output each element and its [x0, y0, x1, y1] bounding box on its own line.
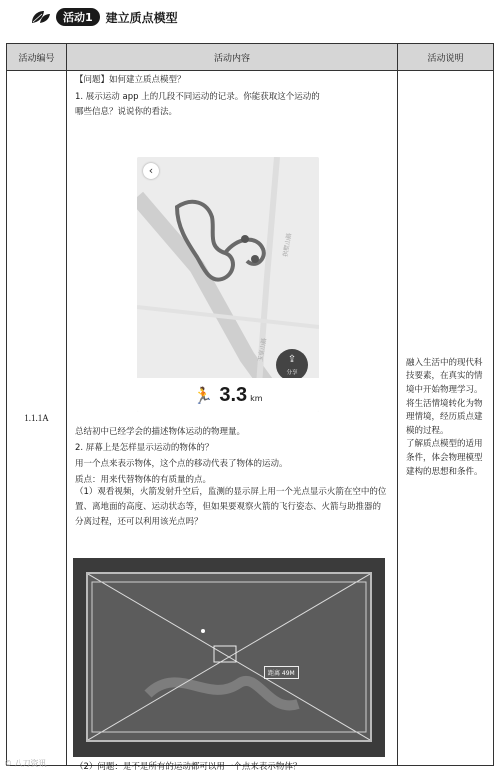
activity-header: [30, 8, 178, 26]
leaf-icon: [30, 9, 52, 25]
activity-title: 建立质点模型: [105, 10, 178, 25]
distance-stat: [137, 378, 319, 412]
road-label-2: 玉皇山路: [257, 337, 269, 363]
share-label: 分享: [286, 370, 298, 376]
col-header-content: 活动内容: [67, 44, 398, 71]
particle-definition: 质点：用来代替物体的有质量的点。: [75, 475, 212, 485]
task-2-line: 2. 屏幕上是怎样显示运动的物体的？: [75, 443, 214, 453]
road-label-1: 拱墅山路: [282, 232, 294, 258]
activity-content: [67, 71, 398, 772]
activity-badge: 活动1: [56, 8, 100, 26]
final-question: （2）问题：是不是所有的运动都可以用一个点来表示物体？: [75, 762, 302, 772]
activity-note: [398, 71, 494, 766]
col-header-note: 活动说明: [398, 44, 494, 71]
activity-table: [6, 43, 494, 772]
col-header-id: 活动编号: [7, 44, 67, 71]
monitor-screen: [86, 572, 372, 742]
summary-line: 总结初中已经学会的描述物体运动的物理量。: [75, 427, 246, 437]
back-button[interactable]: ‹: [143, 163, 159, 179]
note-3: 了解质点模型的适用条件，体会物理模型建构的思想和条件。: [406, 439, 483, 477]
task-line-2: 哪些信息？说说你的看法。: [75, 107, 178, 117]
share-icon: ⇪: [287, 354, 297, 365]
monitor-graphic: [88, 574, 370, 740]
note-2: 将生活情境转化为物理情境，经历质点建模的过程。: [406, 398, 483, 436]
watermark: © 八刀资讯: [4, 759, 47, 768]
question-line: 【问题】如何建立质点模型？: [75, 75, 186, 85]
rocket-monitor-image: [73, 558, 385, 757]
share-button[interactable]: [276, 349, 308, 381]
running-app-map: [137, 157, 319, 412]
note-1: 融入生活中的现代科技要素，在真实的情境中开始物理学习。: [406, 357, 483, 396]
distance-unit: km: [250, 394, 263, 403]
point-explain-line: 用一个点来表示物体，这个点的移动代表了物体的运动。: [75, 459, 288, 469]
distance-value: 3.3: [219, 383, 248, 406]
runner-icon: 🏃: [193, 385, 214, 405]
task-line-1: 1. 展示运动 app 上的几段不同运动的记录。你能获取这个运动的: [75, 92, 320, 102]
distance-readout: 距离 49M: [264, 666, 299, 679]
video-paragraph: （1）观看视频，火箭发射升空后，监测的显示屏上用一个光点显示火箭在空中的位置、离地面的高度、运动状态等，但如果要观察火箭的飞行姿态、火箭与助推器的分离过程，还可以利用该光点吗？: [75, 487, 387, 527]
activity-id: 1.1.1A: [7, 71, 67, 766]
